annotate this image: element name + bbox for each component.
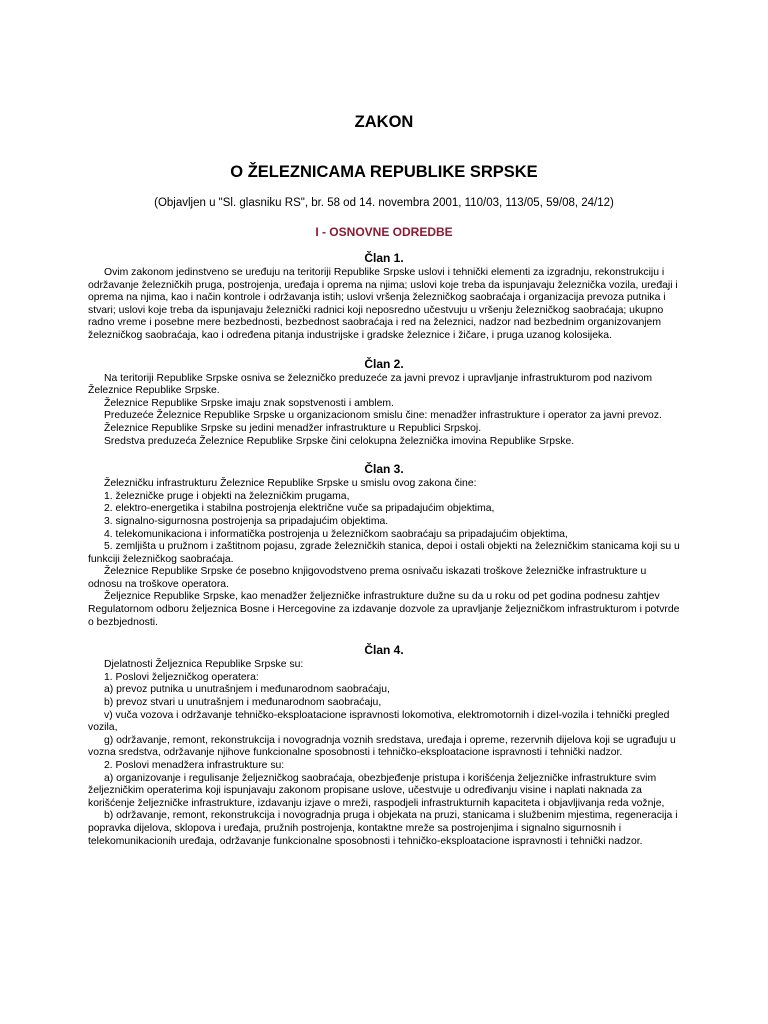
- article-paragraph: b) prevoz stvari u unutrašnjem i međunarodnom saobraćaju,: [104, 697, 382, 709]
- law-subtitle: O ŽELEZNICAMA REPUBLIKE SRPSKE: [230, 163, 538, 181]
- article-paragraph: a) organizovanje i regulisanje željezničkog saobraćaja, obezbjeđenje pristupa i korišćenja željezničke infrastrukture svim željezničkim operaterima koji ispunjavaju zakonom propisane uslove, učestvuje u određivanju visine i naplati naknada za korišćenje željezničke infrastrukture, izdavanju izjave o mreži, raspodjeli infrastrukturnih kapaciteta i objavljivanja reda vožnje,: [88, 772, 665, 809]
- article-paragraph: Železnice Republike Srpske će posebno knjigovodstveno prema osnivaču iskazati troškove železničke infrastrukture u odnosu na troškove operatora.: [88, 566, 647, 590]
- article-heading: Član 1.: [364, 251, 404, 265]
- article-paragraph: Železnice Republike Srpske imaju znak sopstvenosti i amblem.: [104, 397, 394, 409]
- article-2: [88, 357, 680, 449]
- article-heading: Član 4.: [364, 643, 404, 658]
- article-paragraph: 5. zemljišta u pružnom i zaštitnom pojasu, zgrade železničkih stanica, depoi i ostali objekti na železničkim stanicama koji su u funkciji železničkog saobraćaja.: [88, 541, 680, 565]
- article-paragraph: 2. elektro-energetika i stabilna postrojenja električne vuče sa pripadajućim objektima,: [104, 503, 495, 515]
- article-paragraph: Železnice Republike Srpske su jedini menadžer infrastrukture u Republici Srpskoj.: [104, 422, 482, 434]
- article-paragraph: b) održavanje, remont, rekonstrukcija i novogradnja pruga i objekata na pruzi, stanicama i službenim mjestima, regeneracija i popravka dijelova, sklopova i uređaja, pružnih postrojenja, kontaktne mreže sa postrojenjima i signalno sigurnosnih i telekomunikacionih uređaja, održavanje funkcionalne sposobnosti i tehničko-eksploatacione ispravnosti i tehnički nadzor.: [88, 810, 678, 847]
- article-paragraph: Na teritoriji Republike Srpske osniva se železničko preduzeće za javni prevoz i upravljanje infrastrukturom pod nazivom Železnice Republike Srpske.: [88, 372, 653, 397]
- article-body: [88, 373, 680, 449]
- article-body: [88, 478, 680, 629]
- article-paragraph: Djelatnosti Željeznica Republike Srpske su:: [104, 659, 304, 671]
- articles-container: [88, 251, 680, 848]
- article-3: [88, 462, 680, 629]
- article-paragraph: Železničku infrastrukturu Železnice Republike Srpske u smislu ovog zakona čine:: [104, 478, 477, 490]
- article-paragraph: 1. železničke pruge i objekti na železničkim prugama,: [104, 490, 350, 502]
- article-paragraph: 3. signalno-sigurnosna postrojenja sa pripadajućim objektima.: [104, 515, 389, 527]
- article-paragraph: Ovim zakonom jedinstveno se uređuju na teritoriji Republike Srpske uslovi i tehnički elementi za izgradnju, rekonstrukciju i održavanje železničkih pruga, postrojenja, uređaja i oprema na njima; uslovi koje treba da ispunjavaju železnička vozila, uređaji i oprema na njima, kao i način kontrole i održavanja istih; uslovi vršenja železničkog saobraćaja i organizacija prevoza putnika i stvari; uslovi koje treba da ispunjavaju železnički radnici koji neposredno učestvuju u vršenju železničkog saobraćaja; ukupno radno vreme i posebne mere bezbednosti, bezbednost saobraćaja i red na železnici, nadzor nad bezbednim organizovanjem železničkog saobraćaja, kao i određena pitanja industrijske i gradske železnice i žičare, i pruga uzanog kolosijeka.: [88, 267, 678, 341]
- article-body: [88, 267, 680, 343]
- article-paragraph: 1. Poslovi željezničkog operatera:: [104, 671, 259, 683]
- article-paragraph: Sredstva preduzeća Železnice Republike Srpske čini celokupna železnička imovina Republike Srpske.: [104, 435, 575, 447]
- publication-note: (Objavljen u "Sl. glasniku RS", br. 58 od 14. novembra 2001, 110/03, 113/05, 59/08, 24/12): [154, 197, 614, 209]
- article-paragraph: Preduzeće Železnice Republike Srpske u organizacionom smislu čine: menadžer infrastrukture i operator za javni prevoz.: [104, 410, 662, 422]
- article-4: [88, 643, 680, 848]
- article-heading: Član 3.: [364, 462, 404, 477]
- article-paragraph: 2. Poslovi menadžera infrastrukture su:: [104, 760, 285, 771]
- article-body: [88, 659, 680, 848]
- article-paragraph: v) vuča vozova i održavanje tehničko-eksploatacione ispravnosti lokomotiva, elektromotornih i dizel-vozila i tehnički pregled vozila,: [88, 709, 670, 734]
- article-paragraph: Željeznice Republike Srpske, kao menadžer željezničke infrastrukture dužne su da u roku od pet godina podnesu zahtjev Regulatornom odboru željeznica Bosne i Hercegovine za izdavanje dozvole za upravljanje željezničkom infrastrukturom i potvrde o bezbjednosti.: [88, 591, 680, 628]
- article-heading: Član 2.: [364, 356, 404, 371]
- article-paragraph: g) održavanje, remont, rekonstrukcija i novogradnja voznih sredstava, uređaja i opreme, rezervnih dijelova koji se ugrađuju u vozna sredstva, održavanje njihove funkcionalne sposobnosti i tehničko-eksploatacione ispravnosti i tehnički nadzor.: [88, 734, 676, 759]
- article-paragraph: a) prevoz putnika u unutrašnjem i međunarodnom saobraćaju,: [104, 684, 390, 696]
- article-paragraph: 4. telekomunikaciona i informatička postrojenja u železničkom saobraćaju sa pripadajućim objektima,: [104, 528, 568, 540]
- section-title: I - OSNOVNE ODREDBE: [315, 225, 453, 239]
- law-title: ZAKON: [354, 113, 414, 131]
- article-1: [88, 251, 680, 343]
